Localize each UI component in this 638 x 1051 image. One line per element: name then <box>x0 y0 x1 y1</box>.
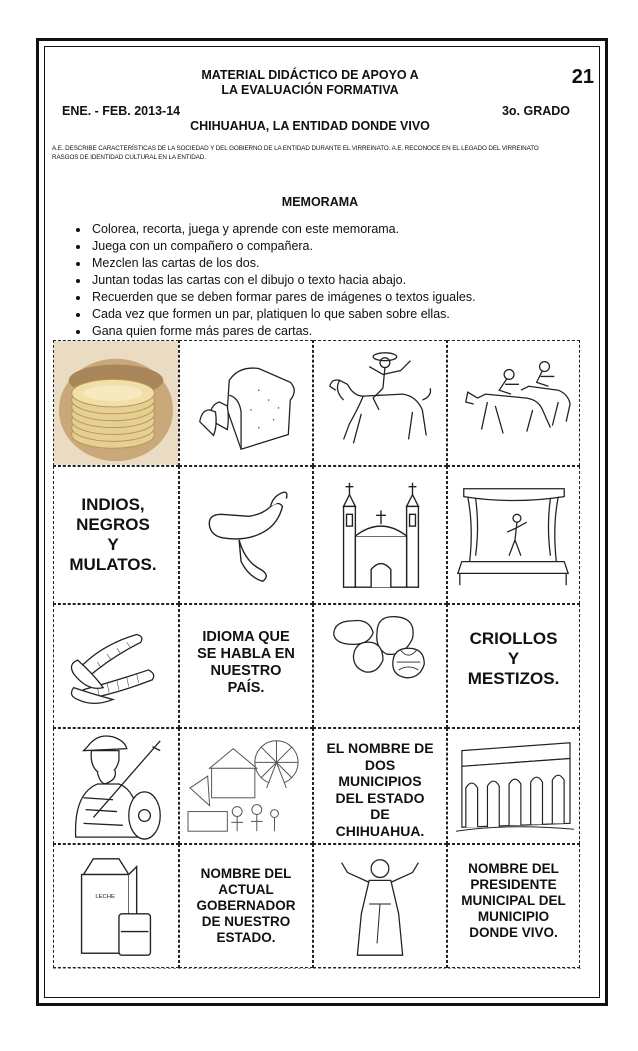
instruction-item: • Recuerden que se deben formar pares de imágenes o textos iguales. <box>90 289 476 306</box>
instruction-item: • Mezclen las cartas de los dos. <box>90 255 476 272</box>
memory-card-fair[interactable] <box>179 728 313 844</box>
memory-card-church[interactable] <box>313 466 447 604</box>
memory-card-conquistador[interactable] <box>53 728 179 844</box>
memory-card-presidente[interactable] <box>447 844 580 968</box>
instruction-item: • Cada vez que formen un par, platiquen lo que saben sobre ellas. <box>90 306 476 323</box>
conquistador-icon <box>54 729 178 843</box>
friar-icon <box>314 845 446 967</box>
memory-card-gobernador[interactable] <box>179 844 313 968</box>
fair-icon <box>180 729 312 843</box>
milk-label: LECHE <box>95 894 116 901</box>
bread-rolls-icon <box>314 605 446 727</box>
card-text-municipios: EL NOMBRE DE DOS MUNICIPIOS DEL ESTADO DE CHIHUAHUA. <box>326 740 434 839</box>
tortillas-photo <box>54 341 178 465</box>
cut-line <box>53 968 581 969</box>
card-text-gobernador: NOMBRE DEL ACTUAL GOBERNADOR DE NUESTRO ESTADO. <box>196 866 296 945</box>
bread-loaf-icon <box>180 341 312 465</box>
instruction-item: • Juntan todas las cartas con el dibujo o texto hacia abajo. <box>90 272 476 289</box>
header-grade: 3o. GRADO <box>501 104 570 118</box>
memory-card-chili[interactable] <box>179 466 313 604</box>
memory-card-indios[interactable] <box>53 466 179 604</box>
chili-pepper-icon <box>180 467 312 603</box>
card-text-indios: INDIOS, NEGROS Y MULATOS. <box>69 495 157 574</box>
page-number: 21 <box>571 66 594 88</box>
memory-card-aqueduct[interactable] <box>447 728 580 844</box>
memory-card-milk[interactable] <box>53 844 179 968</box>
memory-card-theater[interactable] <box>447 466 580 604</box>
header-title-line1: MATERIAL DIDÁCTICO DE APOYO A <box>201 68 419 82</box>
section-title: MEMORAMA <box>281 195 359 209</box>
aqueduct-icon <box>448 729 579 843</box>
memory-card-corn[interactable] <box>53 604 179 728</box>
rodeo-rider-icon <box>314 341 446 465</box>
memory-card-criollos[interactable] <box>447 604 580 728</box>
memory-card-municipios[interactable] <box>313 728 447 844</box>
instruction-item: • Gana quien forme más pares de cartas. <box>90 323 476 340</box>
instruction-item: • Colorea, recorta, juega y aprende con este memorama. <box>90 221 476 238</box>
memory-card-bread-rolls[interactable] <box>313 604 447 728</box>
learning-goals: A.E. DESCRIBE CARACTERÍSTICAS DE LA SOCIEDAD Y DEL GOBIERNO DE LA ENTIDAD DURANTE EL VIRREINATO. A.E. RECONOCE EN EL LEGADO DEL VIRREINATO RASGOS DE IDENTIDAD CULTURAL EN LA ENTIDAD. <box>52 145 539 161</box>
header-period: ENE. - FEB. 2013-14 <box>62 104 181 118</box>
instructions-list <box>68 221 476 340</box>
card-text-presidente: NOMBRE DEL PRESIDENTE MUNICIPAL DEL MUNICIPIO DONDE VIVO. <box>461 861 566 940</box>
memory-card-friar[interactable] <box>313 844 447 968</box>
header-subtitle: CHIHUAHUA, LA ENTIDAD DONDE VIVO <box>190 119 430 133</box>
memory-card-idioma[interactable] <box>179 604 313 728</box>
memory-card-bread[interactable] <box>179 340 313 466</box>
instruction-item: • Juega con un compañero o compañera. <box>90 238 476 255</box>
theater-stage-icon <box>448 467 579 603</box>
corn-icon <box>54 605 178 727</box>
memory-card-rodeo[interactable] <box>313 340 447 466</box>
church-icon <box>314 467 446 603</box>
memory-card-horse-race[interactable] <box>447 340 580 466</box>
card-text-criollos: CRIOLLOS Y MESTIZOS. <box>467 629 560 688</box>
header-title-line2: LA EVALUACIÓN FORMATIVA <box>221 83 399 97</box>
memory-card-tortillas[interactable] <box>53 340 179 466</box>
milk-carton-icon <box>54 845 178 967</box>
card-text-idioma: IDIOMA QUE SE HABLA EN NUESTRO PAÍS. <box>197 629 295 696</box>
horse-race-icon <box>448 341 579 465</box>
